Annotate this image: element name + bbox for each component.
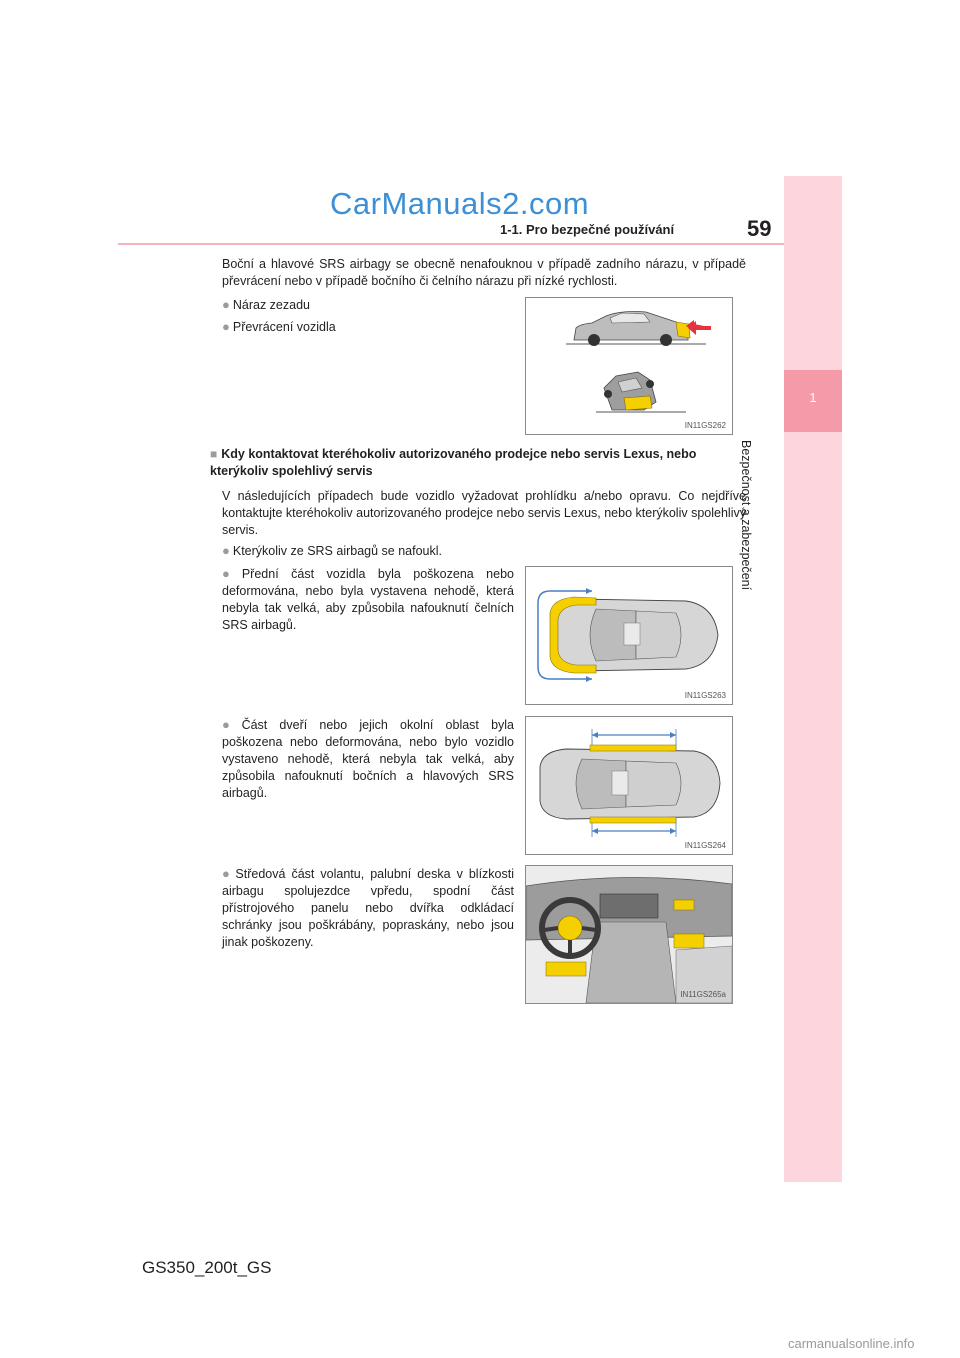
figure-code: IN11GS263: [684, 691, 726, 700]
bullet-icon: ●: [222, 717, 239, 732]
figure-door-damage: [525, 716, 733, 855]
list-item: ● Středová část volantu, palubní deska v blízkosti airbagu spolujezdce vpředu, spodní část přístrojového panelu nebo dvířka odkládací schránky jsou poškrábány, popraskány, nebo jsou jinak poškozeny.: [222, 866, 515, 949]
square-bullet-icon: ■: [210, 447, 218, 461]
list-item: ● Část dveří nebo jejich okolní oblast byla poškozena nebo deformována, nebo bylo vozidlo vystaveno nehodě, která nebyla tak velká, aby způsobila nafouknutí bočních a hlavových SRS airbagů.: [222, 717, 515, 800]
section-body: V následujících případech bude vozidlo vyžadovat prohlídku a/nebo opravu. Co nejdříve kontaktujte kteréhokoliv autorizovaného prodejce nebo servis Lexus, nebo kterýkoliv spolehlivý servis.: [222, 489, 746, 537]
bullet-icon: ●: [222, 543, 230, 558]
figure-code: IN11GS262: [684, 421, 726, 430]
bullet-icon: ●: [222, 319, 230, 334]
car-side-rollover-illustration: [526, 298, 732, 434]
section-heading: ■ Kdy kontaktovat kteréhokoliv autorizovaného prodejce nebo servis Lexus, nebo kterýkoliv spolehlivý servis: [210, 447, 697, 478]
dashboard-illustration: [526, 866, 732, 1003]
watermark-logo: CarManuals2.com: [330, 186, 590, 221]
list-item: ● Přední část vozidla byla poškozena nebo deformována, nebo byla vystavena nehodě, která nebyla tak velká, aby způsobila nafouknutí čelních SRS airbagů.: [222, 566, 514, 632]
header-divider: [118, 243, 842, 245]
bullet-icon: ●: [222, 566, 239, 581]
section-title: 1-1. Pro bezpečné používání: [500, 222, 675, 237]
list-item: ● Převrácení vozidla: [222, 319, 336, 334]
chapter-number: 1: [809, 390, 817, 405]
page-number: 59: [747, 216, 772, 241]
figure-rear-impact-rollover: [525, 297, 733, 435]
figure-front-damage: [525, 566, 733, 705]
list-item: ● Kterýkoliv ze SRS airbagů se nafoukl.: [222, 543, 442, 558]
car-top-side-illustration: [526, 717, 732, 854]
bullet-icon: ●: [222, 866, 233, 881]
figure-dashboard-damage: [525, 865, 733, 1004]
intro-paragraph: Boční a hlavové SRS airbagy se obecně nenafouknou v případě zadního nárazu, v případě převrácení nebo v případě bočního či čelního nárazu při nízké rychlosti.: [222, 257, 746, 288]
watermark-footer: carmanualsonline.info: [788, 1336, 915, 1351]
chapter-number-tab: [784, 370, 842, 432]
car-top-front-illustration: [526, 567, 732, 704]
list-item: ● Náraz zezadu: [222, 297, 310, 312]
bullet-icon: ●: [222, 297, 230, 312]
chapter-side-tab: [784, 176, 842, 1182]
figure-code: IN11GS264: [684, 841, 726, 850]
chapter-title-vertical: [738, 440, 823, 640]
model-code: GS350_200t_GS: [142, 1258, 272, 1277]
chapter-title: Bezpečnost a zabezpečení: [738, 440, 753, 591]
figure-code: IN11GS265a: [680, 990, 726, 999]
